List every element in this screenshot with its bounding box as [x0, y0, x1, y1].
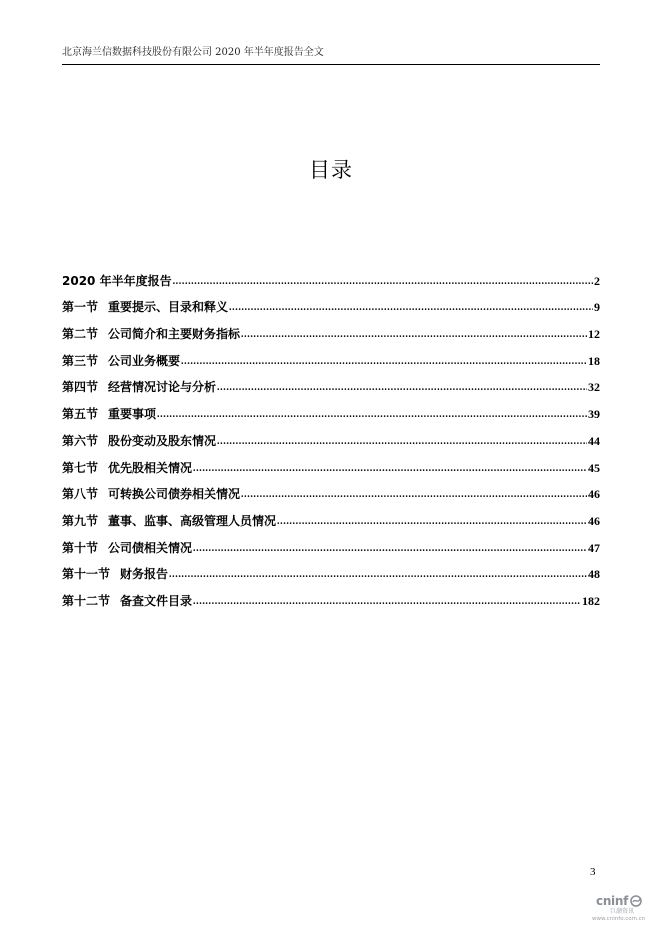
toc-entry-section-2[interactable] — [62, 315, 600, 342]
cninfo-watermark — [592, 894, 658, 932]
table-of-contents — [62, 262, 600, 609]
toc-entry-label — [62, 513, 276, 529]
toc-entry-page: 46 — [588, 487, 600, 502]
toc-entry-title: 董事、监事、高级管理人员情况 — [108, 513, 277, 528]
toc-entry-section-12[interactable] — [62, 582, 600, 609]
toc-leader-dots — [157, 408, 587, 422]
toc-entry-page: 18 — [588, 353, 600, 368]
toc-entry-title: 股份变动及股东情况 — [108, 433, 217, 448]
cninf-logo — [596, 894, 658, 908]
toc-section-number: 第十节 — [62, 540, 99, 555]
page-title: 目录 — [309, 158, 353, 182]
toc-leader-dots — [241, 328, 587, 342]
toc-entry-title: 可转换公司债券相关情况 — [108, 487, 241, 502]
toc-entry-label — [62, 460, 192, 476]
toc-section-number: 第十二节 — [62, 593, 111, 608]
toc-entry-title: 公司业务概要 — [108, 353, 181, 368]
toc-leader-dots — [241, 488, 587, 502]
toc-entry-page: 46 — [588, 513, 600, 528]
toc-section-number: 第二节 — [62, 327, 99, 342]
toc-entry-section-6[interactable] — [62, 422, 600, 449]
toc-entry-page: 32 — [588, 380, 600, 395]
toc-entry-title: 2020 年半年度报告 — [62, 273, 172, 288]
toc-entry-page: 39 — [588, 407, 600, 422]
toc-entry-title: 备查文件目录 — [120, 593, 193, 608]
toc-entry-section-3[interactable] — [62, 342, 600, 369]
toc-entry-label — [62, 406, 156, 422]
toc-section-number: 第六节 — [62, 433, 99, 448]
toc-section-number: 第四节 — [62, 380, 99, 395]
toc-entry-section-8[interactable] — [62, 476, 600, 503]
toc-section-number: 第三节 — [62, 353, 99, 368]
toc-entry-page: 12 — [588, 327, 600, 342]
toc-entry-title: 公司简介和主要财务指标 — [108, 327, 241, 342]
toc-section-number: 第八节 — [62, 487, 99, 502]
page-number: 3 — [590, 866, 596, 878]
toc-entry-page: 2 — [594, 273, 600, 288]
toc-leader-dots — [217, 435, 587, 449]
toc-entry-section-1[interactable] — [62, 289, 600, 316]
toc-entry-section-5[interactable] — [62, 395, 600, 422]
toc-section-number: 第一节 — [62, 300, 99, 315]
toc-leader-dots — [173, 275, 593, 289]
toc-leader-dots — [217, 381, 587, 395]
toc-entry-section-10[interactable] — [62, 529, 600, 556]
toc-leader-dots — [277, 515, 587, 529]
toc-entry-label — [62, 433, 216, 449]
toc-entry-page: 44 — [588, 433, 600, 448]
cninf-logo-text: cninf — [596, 894, 629, 908]
header-divider — [62, 64, 600, 65]
toc-entry-label — [62, 353, 180, 369]
toc-entry-page: 9 — [594, 300, 600, 315]
toc-entry-label — [62, 540, 192, 556]
toc-entry-section-11[interactable] — [62, 556, 600, 583]
toc-leader-dots — [181, 355, 587, 369]
toc-leader-dots — [193, 542, 587, 556]
toc-entry-report[interactable] — [62, 262, 600, 289]
toc-entry-title: 重要事项 — [108, 407, 157, 422]
toc-leader-dots — [229, 301, 593, 315]
toc-entry-section-9[interactable] — [62, 502, 600, 529]
toc-entry-label — [62, 273, 172, 289]
toc-section-number: 第十一节 — [62, 567, 111, 582]
toc-entry-section-7[interactable] — [62, 449, 600, 476]
toc-entry-label — [62, 593, 192, 609]
toc-entry-label — [62, 326, 240, 342]
toc-entry-label — [62, 486, 240, 502]
toc-section-number: 第九节 — [62, 513, 99, 528]
toc-entry-page: 48 — [588, 567, 600, 582]
toc-entry-label — [62, 379, 216, 395]
toc-entry-section-4[interactable] — [62, 369, 600, 396]
toc-entry-title: 重要提示、目录和释义 — [108, 300, 229, 315]
cninf-url: www.cninfo.com.cn — [592, 916, 646, 922]
toc-entry-page: 45 — [588, 460, 600, 475]
toc-entry-title: 公司债相关情况 — [108, 540, 193, 555]
toc-section-number: 第七节 — [62, 460, 99, 475]
cninf-subtitle: 巨潮资讯 — [610, 908, 635, 915]
toc-entry-title: 优先股相关情况 — [108, 460, 193, 475]
toc-leader-dots — [193, 595, 581, 609]
toc-leader-dots — [169, 568, 587, 582]
toc-leader-dots — [193, 462, 587, 476]
toc-entry-title: 经营情况讨论与分析 — [108, 380, 217, 395]
cninf-swirl-icon — [630, 895, 642, 907]
toc-entry-label — [62, 566, 168, 582]
toc-entry-page: 182 — [582, 593, 600, 608]
page-header: 北京海兰信数据科技股份有限公司 2020 年半年度报告全文 — [62, 47, 324, 58]
toc-section-number: 第五节 — [62, 407, 99, 422]
toc-entry-label — [62, 299, 228, 315]
toc-entry-page: 47 — [588, 540, 600, 555]
toc-entry-title: 财务报告 — [120, 567, 169, 582]
